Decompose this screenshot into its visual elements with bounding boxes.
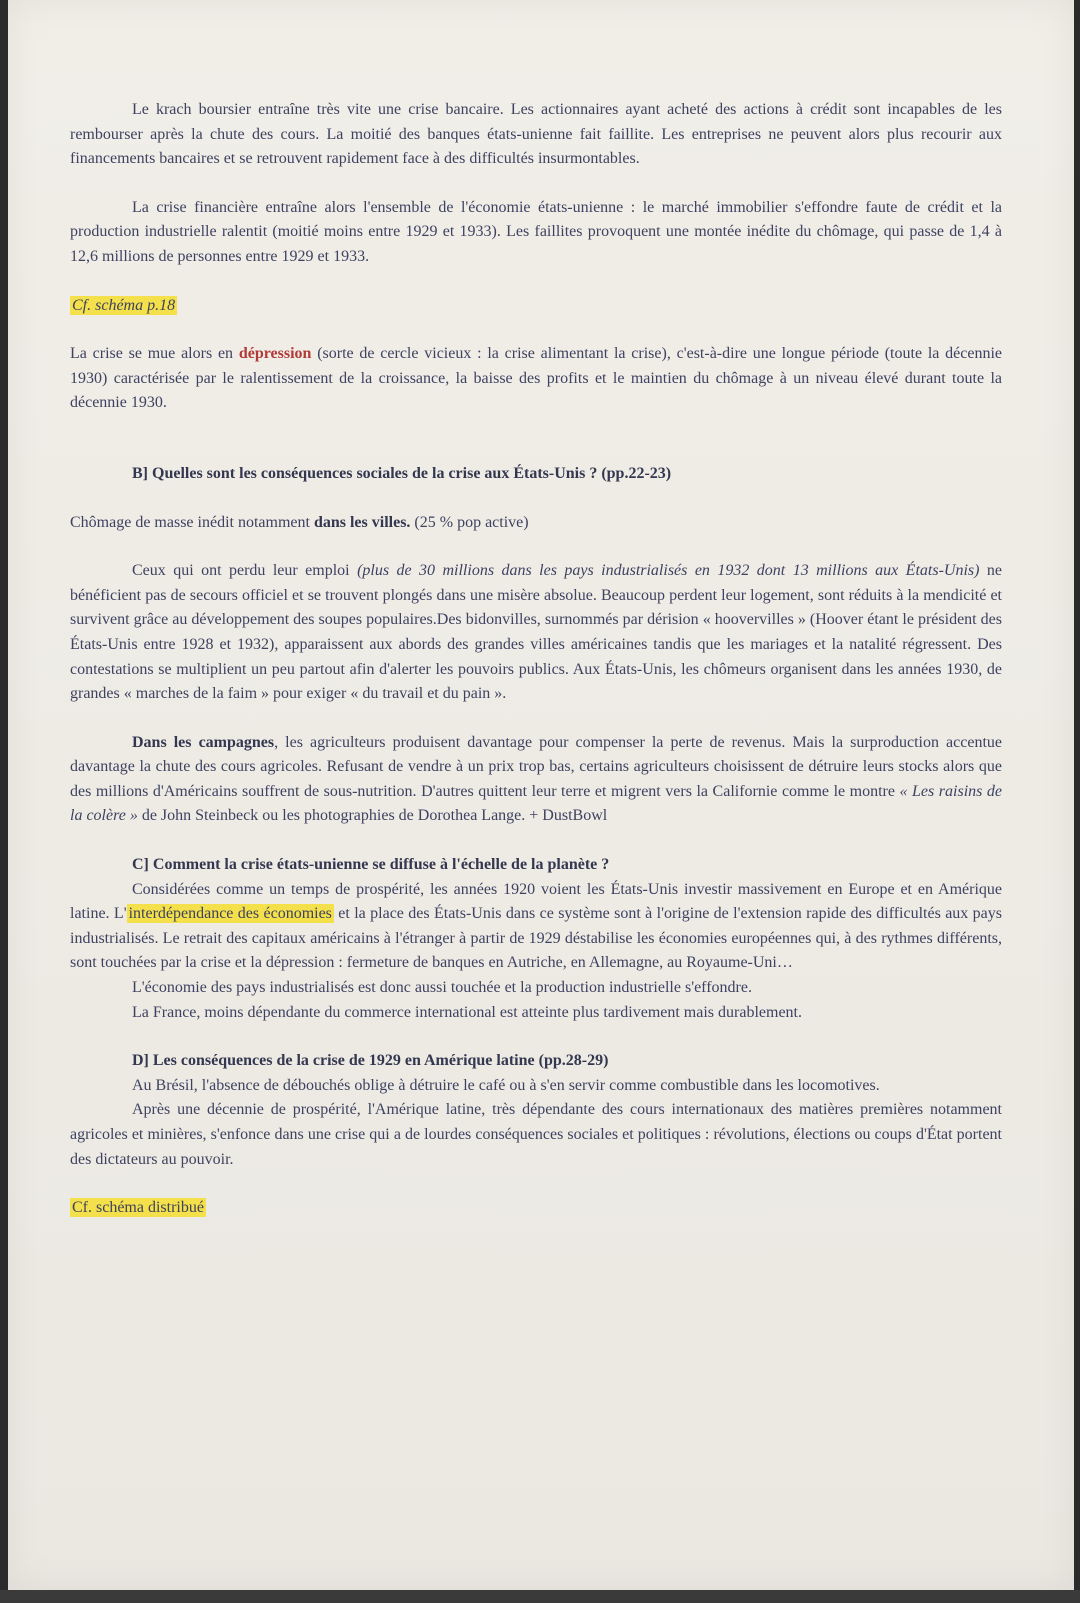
reference-note-1 [70, 294, 1002, 319]
italic-book-title: « Les raisins de la colère » [70, 782, 1002, 825]
highlighted-interdependence: interdépendance des économies [128, 905, 332, 923]
paragraph-unemployed [70, 559, 1002, 707]
paragraph-industrial-economies: L'économie des pays industrialisés est donc aussi touchée et la production industrielle s'effondre. [132, 979, 752, 997]
bold-campaigns: Dans les campagnes [132, 733, 275, 751]
document-body [70, 98, 1002, 1221]
reference-note-2 [70, 1196, 1002, 1221]
section-heading-b: B] Quelles sont les conséquences sociales de la crise aux États-Unis ? (pp.22-23) [132, 464, 672, 482]
term-depression: dépression [238, 345, 312, 363]
text-run: ne bénéficient pas de secours officiel et se trouvent plongés dans une misère absolue. Beaucoup perdent leur logement, sont réduits à la mendicité et survivent grâce au développement des soupes populaires.Des bidonvilles, surnommés par dérision « hoovervilles » (Hoover étant le président des États-Unis entre 1928 et 1932), apparaissent aux abords des grandes villes américaines tandis que les mariages et la natalité régressent. Des contestations se multiplient un peu partout afin d'alerter les pouvoirs publics. Aux États-Unis, les chômeurs organisent dans les années 1930, de grandes « marches de la faim » pour exiger « du travail et du pain ». [70, 562, 1002, 703]
section-heading-d: D] Les conséquences de la crise de 1929 en Amérique latine (pp.28-29) [132, 1052, 609, 1070]
paragraph-bank-crisis: Le krach boursier entraîne très vite une crise bancaire. Les actionnaires ayant acheté des actions à crédit sont incapables de les rembourser après la chute des cours. La moitié des banques états-unienne fait faillite. Les entreprises ne peuvent alors plus recourir aux financements bancaires et se retrouvent rapidement face à des difficultés insurmontables. [70, 101, 1002, 168]
paragraph-countryside [70, 731, 1002, 829]
text-run: de John Steinbeck ou les photographies de Dorothea Lange. + DustBowl [137, 807, 608, 825]
paragraph-economy-collapse: La crise financière entraîne alors l'ensemble de l'économie états-unienne : le marché immobilier s'effondre faute de crédit et la production industrielle ralentit (moitié moins entre 1929 et 1933). Les faillites provoquent une montée inédite du chômage, qui passe de 1,4 à 12,6 millions de personnes entre 1929 et 1933. [70, 198, 1002, 265]
highlighted-reference: Cf. schéma p.18 [72, 296, 176, 314]
text-run: Considérées comme un temps de prospérité, les années 1920 voient les États-Unis investir massivement en Europe et en Amérique latine. L' [70, 880, 1002, 923]
text-run: (sorte de cercle vicieux : la crise alimentant la crise), c'est-à-dire une longue période (toute la décennie 1930) caractérisée par le ralentissement de la croissance, la baisse des profits et le maintien du chômage à un niveau élevé durant toute la décennie 1930. [70, 345, 1003, 412]
paragraph-global-spread [70, 878, 1002, 976]
paragraph-latin-america: Après une décennie de prospérité, l'Amérique latine, très dépendante des cours internationaux des matières premières notamment agricoles et minières, s'enfonce dans une crise qui a de lourdes conséquences sociales et politiques : révolutions, élections ou coups d'État portent des dictateurs au pouvoir. [70, 1101, 1002, 1168]
text-run: Chômage de masse inédit notamment [70, 513, 314, 531]
paragraph-france: La France, moins dépendante du commerce international est atteinte plus tardivement mais durablement. [132, 1003, 802, 1021]
page-edge [0, 1590, 1080, 1603]
section-heading-c: C] Comment la crise états-unienne se diffuse à l'échelle de la planète ? [132, 856, 610, 874]
paragraph-depression [70, 342, 1002, 416]
bold-cities: dans les villes. [313, 513, 411, 531]
text-run: La crise se mue alors en [70, 345, 239, 363]
text-run: , les agriculteurs produisent davantage pour compenser la perte de revenus. Mais la surproduction accentue davantage la chute des cours agricoles. Refusant de vendre à un prix trop bas, certains agriculteurs choisissent de détruire leurs stocks alors que des millions d'Américains souffrent de sous-nutrition. D'autres quittent leur terre et migrent vers la Californie comme le montre [70, 733, 1002, 800]
text-run: Ceux qui ont perdu leur emploi [132, 562, 358, 580]
paragraph-mass-unemployment [70, 511, 1002, 536]
italic-statistics: (plus de 30 millions dans les pays industrialisés en 1932 dont 13 millions aux États-Unis) [357, 562, 980, 580]
paragraph-brazil: Au Brésil, l'absence de débouchés oblige à détruire le café ou à s'en servir comme combustible dans les locomotives. [132, 1076, 880, 1094]
document-page [8, 0, 1074, 1590]
text-run: et la place des États-Unis dans ce système sont à l'origine de l'extension rapide des difficultés aux pays industrialisés. Le retrait des capitaux américains à l'étranger à partir de 1929 déstabilise les économies européennes qui, à des rythmes différents, sont touchées par la crise et la dépression : fermeture de banques en Autriche, en Allemagne, au Royaume-Uni… [70, 905, 1003, 972]
highlighted-reference: Cf. schéma distribué [72, 1199, 204, 1217]
text-run: (25 % pop active) [410, 513, 529, 531]
